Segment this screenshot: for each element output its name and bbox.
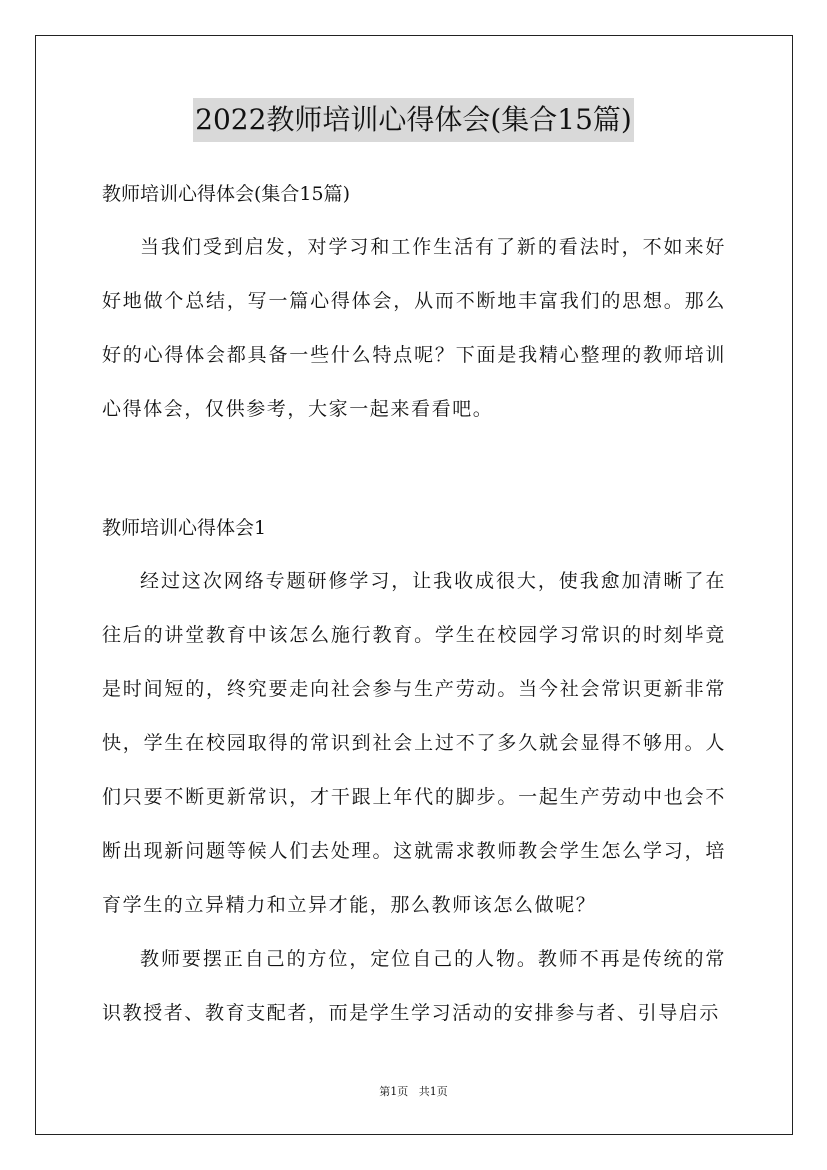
section-heading: 教师培训心得体会1 [102,517,267,539]
intro-paragraph: 当我们受到启发，对学习和工作生活有了新的看法时，不如来好好地做个总结，写一篇心得体会，从而不断地丰富我们的思想。那么好的心得体会都具备一些什么特点呢？下面是我精心整理的教师培训心得体会，仅供参考，大家一起来看看吧。 [102,236,726,420]
title-container [0,98,827,142]
document-subtitle: 教师培训心得体会(集合15篇) [102,183,351,205]
page-number: 第1页 [379,1085,409,1098]
page-footer [0,1083,827,1099]
document-title: 2022教师培训心得体会(集合15篇) [193,98,634,142]
section-paragraph-2: 教师要摆正自己的方位，定位自己的人物。教师不再是传统的常识教授者、教育支配者，而是学生学习活动的安排参与者、引导启示 [102,948,726,1024]
page-total: 共1页 [418,1085,448,1098]
section-spacer [102,436,726,502]
section-paragraph-1: 经过这次网络专题研修学习，让我收成很大，使我愈加清晰了在往后的讲堂教育中该怎么施行教育。学生在校园学习常识的时刻毕竟是时间短的，终究要走向社会参与生产劳动。当今社会常识更新非常快，学生在校园取得的常识到社会上过不了多久就会显得不够用。人们只要不断更新常识，才干跟上年代的脚步。一起生产劳动中也会不断出现新问题等候人们去处理。这就需求教师教会学生怎么学习，培育学生的立异精力和立异才能，那么教师该怎么做呢？ [102,570,726,916]
document-body [102,168,726,1040]
